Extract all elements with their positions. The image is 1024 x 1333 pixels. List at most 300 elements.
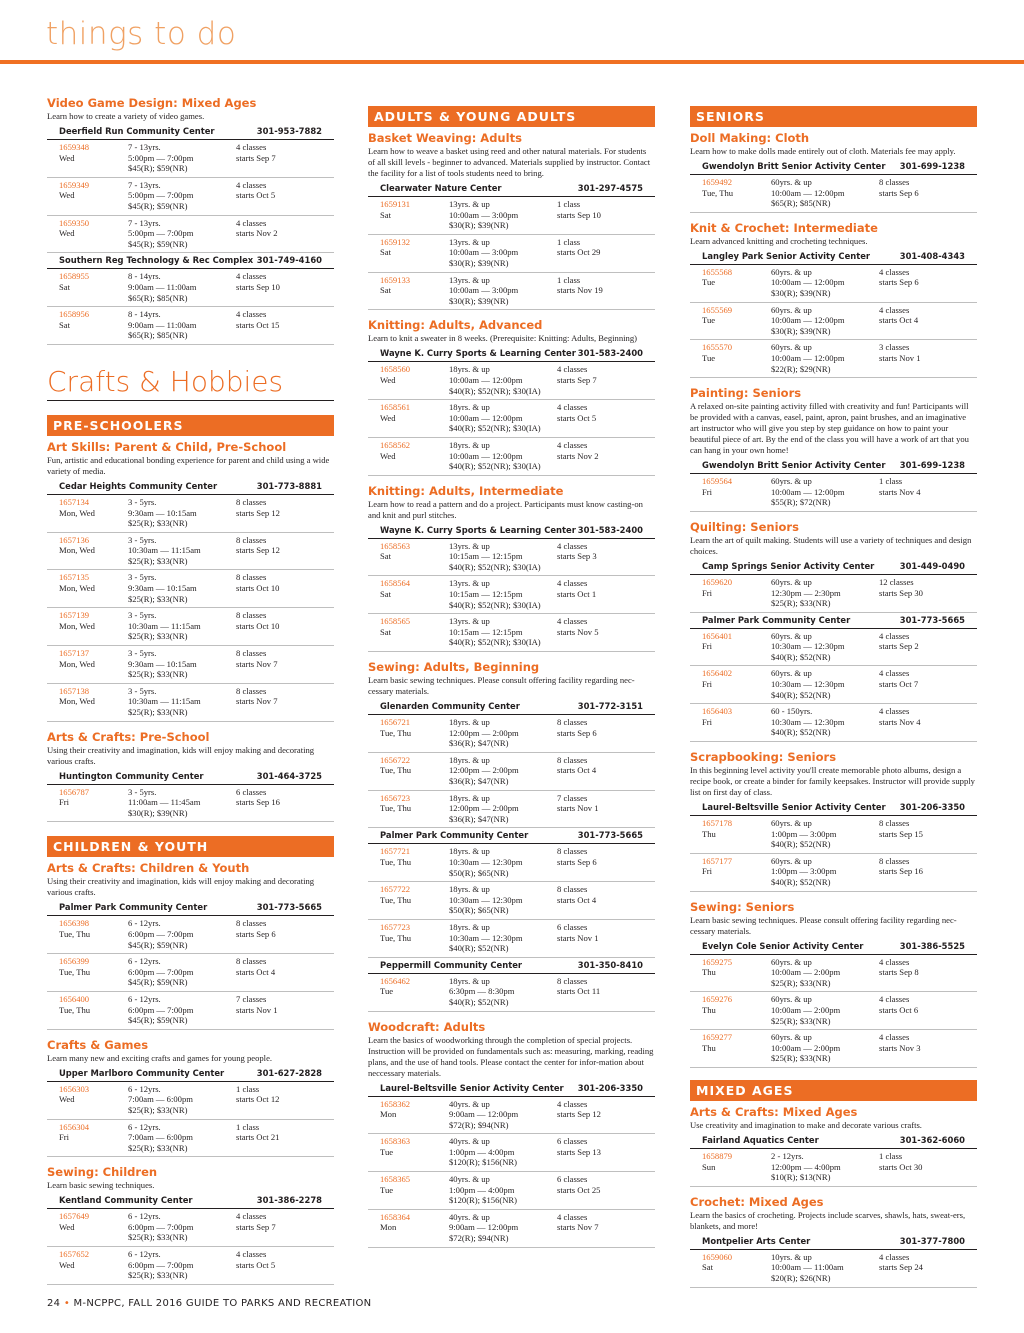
session-id-cell: [59, 142, 128, 174]
session-age: 6 - 12yrs.: [128, 1083, 161, 1094]
course-title[interactable]: Scrapbooking: Seniors: [690, 750, 837, 765]
session-start-date: starts Sep 8: [879, 967, 919, 978]
session-days: Tue, Thu: [59, 966, 91, 977]
session-detail-cell: [771, 818, 879, 850]
session-detail-cell: [128, 1084, 236, 1116]
course-number[interactable]: 1659276: [702, 994, 733, 1005]
session-age: 3 - 5yrs.: [128, 534, 157, 545]
session-row: [690, 575, 977, 613]
course-number[interactable]: 1657134: [59, 496, 90, 507]
session-age: 18yrs. & up: [449, 717, 490, 728]
session-row: [690, 1030, 977, 1068]
session-age: 60yrs. & up: [771, 1032, 812, 1043]
session-schedule-cell: [236, 271, 334, 303]
course-number[interactable]: 1656304: [59, 1121, 90, 1132]
session-start-date: starts Nov 3: [879, 1042, 921, 1053]
session-class-count: 8 classes: [236, 648, 267, 659]
course-number[interactable]: 1659350: [59, 217, 90, 228]
column-right: [690, 106, 977, 1296]
session-time: 5:00pm — 7:00pm: [128, 228, 194, 239]
session-age: 13yrs. & up: [449, 616, 490, 627]
session-days: Sat: [380, 209, 391, 220]
facility-header: [368, 181, 655, 197]
course-number[interactable]: 1658955: [59, 271, 90, 282]
course-number[interactable]: 1656303: [59, 1083, 90, 1094]
session-id-cell: [59, 572, 128, 604]
session-id-cell: [380, 199, 449, 231]
session-schedule-cell: [879, 577, 977, 609]
session-class-count: 1 class: [557, 274, 581, 285]
course-number[interactable]: 1657723: [380, 921, 411, 932]
session-detail-cell: [128, 1249, 236, 1281]
session-row: [368, 539, 655, 577]
session-class-count: 4 classes: [557, 439, 588, 450]
course-number[interactable]: 1656723: [380, 792, 411, 803]
course-number[interactable]: 1659349: [59, 179, 90, 190]
course-number[interactable]: 1659620: [702, 576, 733, 587]
session-id-cell: [702, 1032, 771, 1064]
session-age: 60yrs. & up: [771, 855, 812, 866]
session-class-count: 1 class: [236, 1083, 260, 1094]
course-number[interactable]: 1656399: [59, 956, 90, 967]
session-detail-cell: [449, 1099, 557, 1131]
session-class-count: 1 class: [879, 1150, 903, 1161]
course-number[interactable]: 1659132: [380, 236, 411, 247]
session-start-date: starts Nov 7: [236, 696, 278, 707]
course-description: Learn how to create a variety of video games.: [47, 111, 205, 121]
course-number[interactable]: 1657139: [59, 610, 90, 621]
course-number[interactable]: 1659060: [702, 1251, 733, 1262]
session-class-count: 8 classes: [879, 855, 910, 866]
facility-phone: 301-297-4575: [577, 183, 643, 193]
session-class-count: 4 classes: [557, 616, 588, 627]
page-header: [0, 0, 1024, 72]
course-number[interactable]: 1658363: [380, 1136, 411, 1147]
course-number[interactable]: 1658879: [702, 1150, 733, 1161]
session-fee: $30(R); $39(NR): [771, 325, 831, 336]
session-detail-cell: [128, 1211, 236, 1243]
session-row: [368, 235, 655, 273]
session-time: 10:00am — 2:00pm: [771, 1004, 841, 1015]
course-number[interactable]: 1658365: [380, 1174, 411, 1185]
course-block: [690, 1195, 977, 1288]
course-description: Use creativity and imagination to make and decorate various crafts.: [690, 1119, 922, 1130]
course-number[interactable]: 1658563: [380, 540, 411, 551]
session-class-count: 4 classes: [557, 402, 588, 413]
session-detail-cell: [771, 994, 879, 1026]
course-block: [690, 1105, 977, 1187]
session-time: 9:00am — 11:00am: [128, 319, 197, 330]
session-schedule-cell: [879, 177, 977, 209]
session-detail-cell: [128, 142, 236, 174]
session-detail-cell: [128, 271, 236, 303]
session-class-count: 1 class: [236, 1121, 260, 1132]
facility-name: Laurel-Beltsville Senior Activity Center: [702, 802, 886, 813]
course-description: Fun, artistic and educational bonding experience for parent and child using a wide variety of media.: [47, 454, 330, 476]
session-start-date: starts Oct 25: [557, 1184, 601, 1195]
facility-name: Camp Springs Senior Activity Center: [702, 560, 875, 571]
course-number[interactable]: 1656721: [380, 717, 411, 728]
course-number[interactable]: 1657138: [59, 685, 90, 696]
session-class-count: 4 classes: [879, 668, 910, 679]
course-number[interactable]: 1656462: [380, 975, 411, 986]
session-days: Fri: [702, 679, 713, 690]
course-title[interactable]: Arts & Crafts: Mixed Ages: [690, 1104, 858, 1119]
session-days: Wed: [380, 412, 396, 423]
course-number[interactable]: 1656787: [59, 786, 90, 797]
course-number[interactable]: 1658364: [380, 1211, 411, 1222]
session-schedule-cell: [236, 610, 334, 642]
session-row: [47, 684, 334, 722]
session-start-date: starts Nov 1: [557, 803, 599, 814]
session-id-cell: [702, 267, 771, 299]
session-time: 1:00pm — 4:00pm: [449, 1146, 515, 1157]
facility-phone: 301-408-4343: [899, 250, 965, 261]
session-fee: $36(R); $47(NR): [449, 738, 509, 749]
session-fee: $10(R); $13(NR): [771, 1172, 831, 1183]
course-number[interactable]: 1659277: [702, 1032, 733, 1043]
session-row: [47, 954, 334, 992]
session-schedule-cell: [557, 541, 655, 573]
session-class-count: 12 classes: [879, 576, 914, 587]
session-fee: $50(R); $65(NR): [449, 867, 509, 878]
session-start-date: starts Oct 10: [236, 620, 280, 631]
session-row: [368, 197, 655, 235]
facility-name: Palmer Park Community Center: [380, 830, 529, 841]
session-id-cell: [702, 177, 771, 209]
facility-name: Glenarden Community Center: [380, 701, 520, 712]
session-days: Tue, Thu: [380, 894, 412, 905]
session-start-date: starts Sep 10: [557, 209, 601, 220]
course-title[interactable]: Doll Making: Cloth: [690, 131, 810, 145]
session-start-date: starts Sep 12: [236, 545, 280, 556]
page-title: things to do: [46, 16, 237, 52]
course-number[interactable]: 1656400: [59, 993, 90, 1004]
session-detail-cell: [128, 497, 236, 529]
session-class-count: 6 classes: [236, 786, 267, 797]
session-class-count: 4 classes: [236, 142, 267, 152]
course-number[interactable]: 1657135: [59, 572, 90, 583]
session-days: Sat: [380, 589, 391, 600]
course-number[interactable]: 1655569: [702, 304, 733, 315]
session-time: 10:30am — 11:15am: [128, 545, 201, 556]
session-age: 2 - 12yrs.: [771, 1150, 804, 1161]
course-block: [47, 861, 334, 1029]
session-fee: $36(R); $47(NR): [449, 776, 509, 786]
facility-name: Palmer Park Community Center: [59, 902, 208, 913]
session-start-date: starts Oct 11: [557, 986, 601, 997]
session-id-cell: [59, 535, 128, 567]
session-id-cell: [380, 793, 449, 825]
session-time: 6:00pm — 7:00pm: [128, 1259, 194, 1270]
session-start-date: starts Nov 4: [879, 486, 921, 497]
session-start-date: starts Oct 1: [557, 589, 597, 600]
course-description: Learn how to weave a basket using reed and other natural materials. For students of all skill levels - beginner to advanced. Materials supplied by instructor. Contact the facility for a list of tools students need to bring.: [368, 146, 651, 178]
session-row: [368, 1097, 655, 1135]
course-title[interactable]: Sewing: Seniors: [690, 899, 795, 914]
session-time: 6:00pm — 7:00pm: [128, 1004, 194, 1015]
session-days: Thu: [702, 967, 716, 978]
session-age: 6 - 12yrs.: [128, 993, 161, 1004]
facility-name: Gwendolyn Britt Senior Activity Center: [702, 161, 886, 171]
session-row: [368, 920, 655, 958]
course-number[interactable]: 1658956: [59, 309, 90, 320]
session-fee: $40(R); $52(NR); $30(IA): [449, 385, 541, 396]
course-number[interactable]: 1659348: [59, 142, 90, 152]
session-fee: $40(R); $52(NR); $30(IA): [449, 461, 541, 472]
facility-header: [690, 559, 977, 575]
session-id-cell: [380, 275, 449, 307]
facility-header: [690, 159, 977, 175]
course-number[interactable]: 1658562: [380, 439, 411, 450]
session-age: 18yrs. & up: [449, 402, 490, 413]
session-fee: $40(R); $52(NR): [771, 689, 831, 700]
session-id-cell: [702, 957, 771, 989]
session-time: 9:00am — 12:00pm: [449, 1109, 519, 1120]
session-id-cell: [702, 856, 771, 888]
session-days: Sun: [702, 1161, 716, 1172]
session-class-count: 8 classes: [879, 818, 910, 829]
facility-header: [47, 253, 334, 269]
session-detail-cell: [128, 572, 236, 604]
session-detail-cell: [771, 668, 879, 700]
session-detail-cell: [128, 1122, 236, 1154]
session-fee: $25(R); $33(NR): [128, 518, 188, 529]
session-schedule-cell: [557, 578, 655, 610]
course-description: Learn advanced knitting and crocheting techniques.: [690, 235, 868, 246]
course-number[interactable]: 1657649: [59, 1211, 90, 1222]
session-days: Wed: [59, 152, 75, 163]
session-age: 7 - 13yrs.: [128, 217, 161, 228]
facility-header: [47, 124, 334, 140]
session-start-date: starts Sep 12: [557, 1109, 601, 1120]
facility-name: Gwendolyn Britt Senior Activity Center: [702, 460, 886, 471]
course-number[interactable]: 1658564: [380, 578, 411, 589]
course-title[interactable]: Sewing: Children: [47, 1165, 158, 1180]
course-title[interactable]: Woodcraft: Adults: [368, 1019, 486, 1034]
session-row: [47, 916, 334, 954]
course-number[interactable]: 1657137: [59, 648, 90, 659]
session-row: [47, 269, 334, 307]
column-left: [47, 94, 334, 1293]
session-fee: $25(R); $33(NR): [771, 598, 831, 609]
course-title[interactable]: Crafts & Games: [47, 1037, 149, 1052]
facility-header: [690, 1234, 977, 1250]
course-title[interactable]: Crochet: Mixed Ages: [690, 1194, 824, 1209]
session-id-cell: [380, 402, 449, 434]
course-title[interactable]: Painting: Seniors: [690, 386, 802, 401]
session-start-date: starts Sep 7: [236, 152, 276, 163]
session-class-count: 1 class: [879, 476, 903, 487]
session-schedule-cell: [236, 535, 334, 567]
session-time: 9:30am — 10:15am: [128, 658, 197, 669]
course-number[interactable]: 1658561: [380, 402, 411, 413]
course-number[interactable]: 1657721: [380, 846, 411, 857]
session-fee: $55(R); $72(NR): [771, 497, 831, 508]
course-number[interactable]: 1658362: [380, 1098, 411, 1109]
session-age: 40yrs. & up: [449, 1211, 490, 1222]
session-time: 6:30pm — 8:30pm: [449, 986, 515, 997]
session-fee: $25(R); $33(NR): [128, 1142, 188, 1153]
course-number[interactable]: 1657177: [702, 855, 733, 866]
session-row: [690, 303, 977, 341]
session-id-cell: [380, 1212, 449, 1244]
session-start-date: starts Sep 6: [557, 727, 597, 738]
session-id-cell: [380, 884, 449, 916]
course-number[interactable]: 1658565: [380, 616, 411, 627]
session-time: 6:00pm — 7:00pm: [128, 928, 194, 939]
session-days: Sat: [380, 285, 391, 296]
session-detail-cell: [128, 180, 236, 212]
course-title[interactable]: Video Game Design: Mixed Ages: [47, 96, 257, 110]
course-number[interactable]: 1657722: [380, 884, 411, 895]
session-time: 9:30am — 10:15am: [128, 583, 197, 594]
course-title[interactable]: Knitting: Adults, Intermediate: [368, 483, 564, 498]
session-fee: $45(R); $59(NR): [128, 939, 188, 950]
session-class-count: 8 classes: [236, 610, 267, 621]
session-id-cell: [380, 440, 449, 472]
session-start-date: starts Oct 10: [236, 583, 280, 594]
session-id-cell: [59, 918, 128, 950]
session-schedule-cell: [236, 1084, 334, 1116]
session-time: 1:00pm — 3:00pm: [771, 828, 837, 839]
session-class-count: 4 classes: [236, 217, 267, 228]
course-number[interactable]: 1656403: [702, 706, 733, 717]
session-fee: $30(R); $39(NR): [449, 220, 509, 231]
session-schedule-cell: [236, 994, 334, 1026]
session-row: [690, 1149, 977, 1187]
session-start-date: starts Oct 4: [557, 765, 597, 776]
course-number[interactable]: 1659492: [702, 177, 733, 187]
course-number[interactable]: 1657136: [59, 534, 90, 545]
session-class-count: 1 class: [557, 236, 581, 247]
session-id-cell: [59, 1084, 128, 1116]
session-id-cell: [380, 237, 449, 269]
course-block: [47, 1165, 334, 1285]
session-detail-cell: [449, 199, 557, 231]
session-time: 12:30pm — 2:30pm: [771, 587, 841, 598]
session-age: 60yrs. & up: [771, 342, 812, 353]
session-id-cell: [702, 994, 771, 1026]
course-number[interactable]: 1656402: [702, 668, 733, 679]
session-row: [690, 474, 977, 512]
session-days: Sat: [702, 1262, 713, 1273]
course-block: [690, 750, 977, 892]
session-age: 6 - 12yrs.: [128, 1249, 161, 1260]
session-detail-cell: [771, 476, 879, 508]
facility-phone: 301-749-4160: [256, 255, 322, 266]
session-schedule-cell: [557, 846, 655, 878]
session-detail-cell: [449, 578, 557, 610]
session-row: [690, 955, 977, 993]
course-number[interactable]: 1656401: [702, 630, 733, 641]
session-row: [368, 791, 655, 829]
session-schedule-cell: [557, 364, 655, 396]
session-fee: $40(R); $52(NR): [771, 727, 831, 738]
session-class-count: 8 classes: [236, 534, 267, 545]
header-rule: [0, 60, 1024, 64]
course-number[interactable]: 1659275: [702, 956, 733, 967]
course-number[interactable]: 1659564: [702, 476, 733, 487]
session-row: [368, 1210, 655, 1248]
session-id-cell: [702, 818, 771, 850]
section-heading-crafts-hobbies: Crafts & Hobbies: [47, 365, 334, 401]
course-number[interactable]: 1656398: [59, 918, 90, 929]
course-number[interactable]: 1657178: [702, 818, 733, 829]
session-schedule-cell: [879, 668, 977, 700]
session-time: 12:00pm — 2:00pm: [449, 803, 519, 814]
session-fee: $120(R); $156(NR): [449, 1157, 518, 1168]
session-row: [368, 438, 655, 476]
course-title[interactable]: Arts & Crafts: Children & Youth: [47, 861, 250, 876]
session-days: Tue, Thu: [380, 856, 412, 867]
session-row: [690, 175, 977, 213]
course-title[interactable]: Arts & Crafts: Pre-School: [47, 729, 210, 744]
session-id-cell: [380, 1136, 449, 1168]
session-days: Tue, Thu: [380, 765, 412, 776]
facility-phone: 301-386-2278: [256, 1195, 322, 1206]
course-number[interactable]: 1655570: [702, 342, 733, 353]
session-id-cell: [702, 1151, 771, 1183]
session-class-count: 3 classes: [879, 342, 910, 353]
course-title[interactable]: Knitting: Adults, Advanced: [368, 318, 543, 333]
course-block: [690, 221, 977, 378]
band-adults-young-adults: ADULTS & YOUNG ADULTS: [368, 106, 655, 127]
session-time: 12:00pm — 2:00pm: [449, 765, 519, 776]
course-title[interactable]: Knit & Crochet: Intermediate: [690, 220, 878, 235]
course-number[interactable]: 1657652: [59, 1249, 90, 1260]
session-detail-cell: [449, 976, 557, 1008]
session-start-date: starts Sep 7: [557, 374, 597, 385]
session-time: 12:00pm — 2:00pm: [449, 727, 519, 738]
course-title[interactable]: Basket Weaving: Adults: [368, 131, 522, 145]
session-days: Tue, Thu: [380, 803, 412, 814]
session-days: Fri: [59, 797, 70, 808]
session-time: 1:00pm — 4:00pm: [449, 1184, 515, 1195]
course-number[interactable]: 1656722: [380, 754, 411, 765]
course-title[interactable]: Quilting: Seniors: [690, 519, 799, 534]
session-start-date: starts Sep 6: [879, 277, 919, 288]
session-days: Wed: [59, 1094, 75, 1105]
session-age: 18yrs. & up: [449, 884, 490, 895]
course-block: [690, 131, 977, 213]
course-block: [368, 660, 655, 1011]
session-start-date: starts Nov 7: [557, 1222, 599, 1233]
course-title[interactable]: Sewing: Adults, Beginning: [368, 660, 540, 675]
session-start-date: starts Oct 5: [236, 1259, 276, 1270]
session-start-date: starts Nov 1: [879, 352, 921, 363]
course-number[interactable]: 1658560: [380, 364, 411, 375]
facility-phone: 301-206-3350: [577, 1082, 643, 1093]
facility-name: Wayne K. Curry Sports & Learning Center: [380, 524, 576, 535]
session-age: 13yrs. & up: [449, 274, 490, 285]
session-row: [47, 1120, 334, 1158]
course-number[interactable]: 1659133: [380, 274, 411, 285]
facility-name: Fairland Aquatics Center: [702, 1134, 819, 1145]
session-detail-cell: [449, 275, 557, 307]
session-days: Tue, Thu: [59, 1004, 91, 1015]
course-number[interactable]: 1659131: [380, 199, 411, 209]
session-days: Tue, Thu: [59, 928, 91, 939]
course-title[interactable]: Art Skills: Parent & Child, Pre-School: [47, 439, 287, 454]
session-class-count: 4 classes: [879, 630, 910, 641]
session-time: 10:00am — 3:00pm: [449, 247, 519, 258]
session-start-date: starts Oct 4: [557, 894, 597, 905]
session-id-cell: [380, 717, 449, 749]
course-number[interactable]: 1655568: [702, 266, 733, 277]
facility-phone: 301-773-8881: [256, 480, 322, 491]
course-block: [368, 484, 655, 652]
